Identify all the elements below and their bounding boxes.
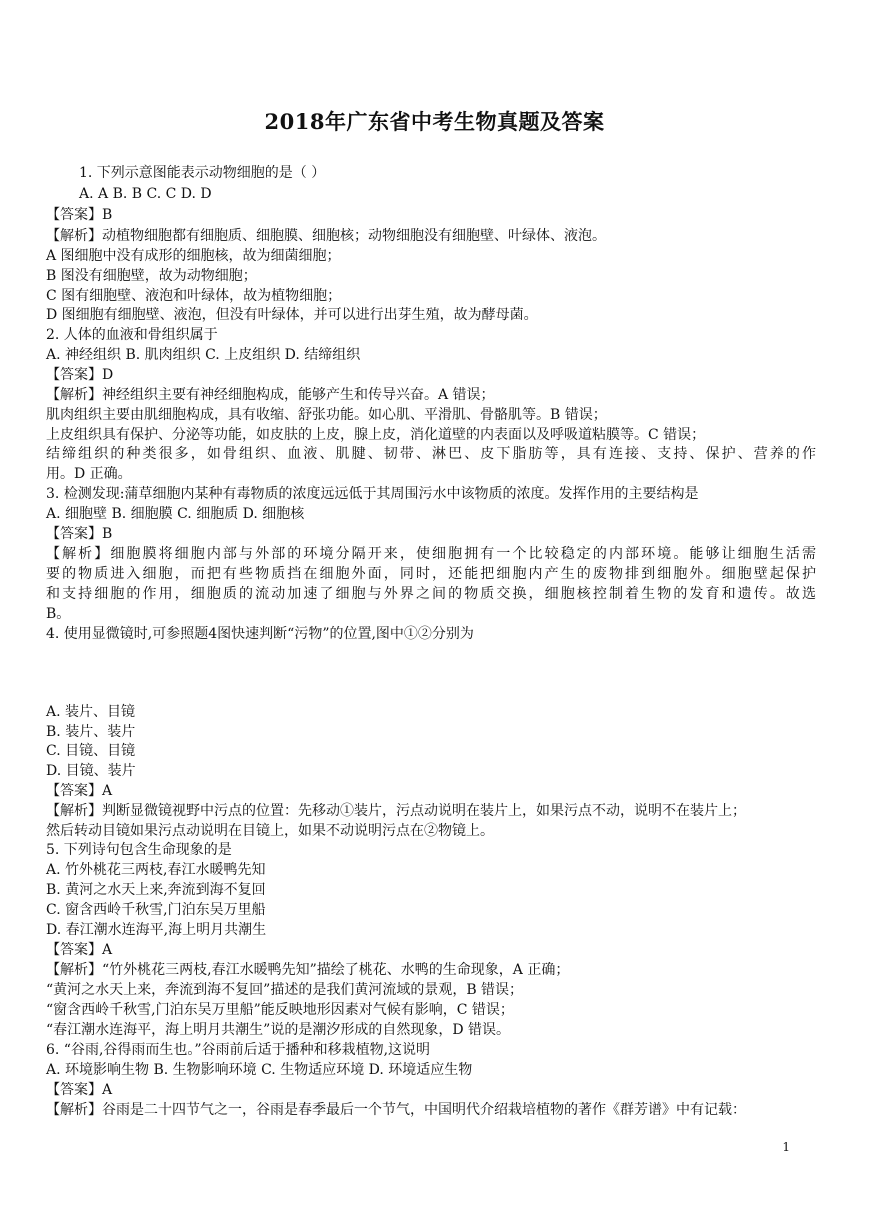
- q1-answer: 【答案】B: [46, 207, 113, 223]
- q2-answer: 【答案】D: [46, 367, 114, 383]
- q4-option-d: D. 目镜、装片: [46, 763, 136, 779]
- q4-analysis-1: 【解析】判断显微镜视野中污点的位置：先移动①装片，污点动说明在装片上，如果污点不动，说明不在装片上；: [46, 803, 746, 819]
- q3-answer: 【答案】B: [46, 526, 113, 542]
- q4-option-b: B. 装片、装片: [46, 724, 136, 740]
- q6-analysis: 【解析】谷雨是二十四节气之一，谷雨是春季最后一个节气，中国明代介绍栽培植物的著作《群芳谱》中有记载：: [46, 1102, 746, 1118]
- q3-analysis-2: 要的物质进入细胞，而把有些物质挡在细胞外面，同时，还能把细胞内产生的废物排到细胞外。细胞壁起保护: [46, 566, 816, 582]
- q4-option-c: C. 目镜、目镜: [46, 743, 136, 759]
- q5-analysis-2: “黄河之水天上来，奔流到海不复回”描述的是我们黄河流域的景观，B 错误；: [46, 982, 524, 998]
- q1-analysis-c: C 图有细胞壁、液泡和叶绿体，故为植物细胞；: [46, 288, 342, 304]
- q5-option-d: D. 春江潮水连海平,海上明月共潮生: [46, 922, 267, 938]
- q2-analysis: 【解析】神经组织主要有神经细胞构成，能够产生和传导兴奋。A 错误；: [46, 387, 495, 403]
- q3-analysis-1: 【解析】细胞膜将细胞内部与外部的环境分隔开来，使细胞拥有一个比较稳定的内部环境。能够让细胞生活需: [46, 546, 816, 562]
- q2-options: A. 神经组织 B. 肌肉组织 C. 上皮组织 D. 结缔组织: [46, 347, 361, 363]
- q2-analysis-epithelial: 上皮组织具有保护、分泌等功能，如皮肤的上皮，腺上皮，消化道壁的内表面以及呼吸道粘膜等。C 错误；: [46, 427, 706, 443]
- q5-stem: 5. 下列诗句包含生命现象的是: [46, 842, 232, 858]
- q1-analysis-a: A 图细胞中没有成形的细胞核，故为细菌细胞；: [46, 248, 341, 264]
- q3-options: A. 细胞壁 B. 细胞膜 C. 细胞质 D. 细胞核: [46, 506, 305, 522]
- q6-answer: 【答案】A: [46, 1082, 113, 1098]
- q3-analysis-3: 和支持细胞的作用，细胞质的流动加速了细胞与外界之间的物质交换，细胞核控制着生物的发育和遗传。故选: [46, 586, 816, 602]
- q3-stem: 3. 检测发现:蒲草细胞内某种有毒物质的浓度远远低于其周围污水中该物质的浓度。发挥作用的主要结构是: [46, 486, 699, 502]
- q1-stem: 1. 下列示意图能表示动物细胞的是（ ）: [79, 165, 326, 181]
- page-number: 1: [782, 1140, 790, 1154]
- q1-analysis-d: D 图细胞有细胞壁、液泡，但没有叶绿体，并可以进行出芽生殖，故为酵母菌。: [46, 307, 538, 323]
- q2-analysis-muscle: 肌肉组织主要由肌细胞构成，具有收缩、舒张功能。如心肌、平滑肌、骨骼肌等。B 错误；: [46, 407, 607, 423]
- q5-option-a: A. 竹外桃花三两枝,春江水暖鸭先知: [46, 862, 266, 878]
- q6-options: A. 环境影响生物 B. 生物影响环境 C. 生物适应环境 D. 环境适应生物: [46, 1062, 473, 1078]
- q5-answer: 【答案】A: [46, 942, 113, 958]
- q5-analysis-3: “窗含西岭千秋雪,门泊东吴万里船”能反映地形因素对气候有影响，C 错误；: [46, 1002, 514, 1018]
- q5-option-c: C. 窗含西岭千秋雪,门泊东吴万里船: [46, 902, 266, 918]
- q4-answer: 【答案】A: [46, 783, 113, 799]
- document-title: 2018年广东省中考生物真题及答案: [264, 109, 605, 134]
- q4-analysis-2: 然后转动目镜如果污点动说明在目镜上，如果不动说明污点在②物镜上。: [46, 823, 494, 839]
- q1-options: A. A B. B C. C D. D: [79, 186, 212, 202]
- q2-stem: 2. 人体的血液和骨组织属于: [46, 327, 218, 343]
- q1-analysis: 【解析】动植物细胞都有细胞质、细胞膜、细胞核；动物细胞没有细胞壁、叶绿体、液泡。: [46, 228, 606, 244]
- q5-option-b: B. 黄河之水天上来,奔流到海不复回: [46, 882, 266, 898]
- q5-analysis-4: “春江潮水连海平，海上明月共潮生”说的是潮汐形成的自然现象，D 错误。: [46, 1022, 510, 1038]
- q1-analysis-b: B 图没有细胞壁，故为动物细胞；: [46, 268, 257, 284]
- q4-option-a: A. 装片、目镜: [46, 704, 136, 720]
- q4-stem: 4. 使用显微镜时,可参照题4图快速判断“污物”的位置,图中①②分别为: [46, 626, 474, 642]
- q2-analysis-connective-end: 用。D 正确。: [46, 466, 132, 482]
- q3-analysis-4: B。: [46, 606, 71, 622]
- q6-stem: 6. “谷雨,谷得雨而生也。”谷雨前后适于播种和移栽植物,这说明: [46, 1042, 431, 1058]
- q2-analysis-connective: 结缔组织的种类很多，如骨组织、血液、肌腱、韧带、淋巴、皮下脂肪等，具有连接、支持、保护、营养的作: [46, 446, 816, 462]
- q5-analysis-1: 【解析】“竹外桃花三两枝,春江水暖鸭先知”描绘了桃花、水鸭的生命现象，A 正确；: [46, 962, 570, 978]
